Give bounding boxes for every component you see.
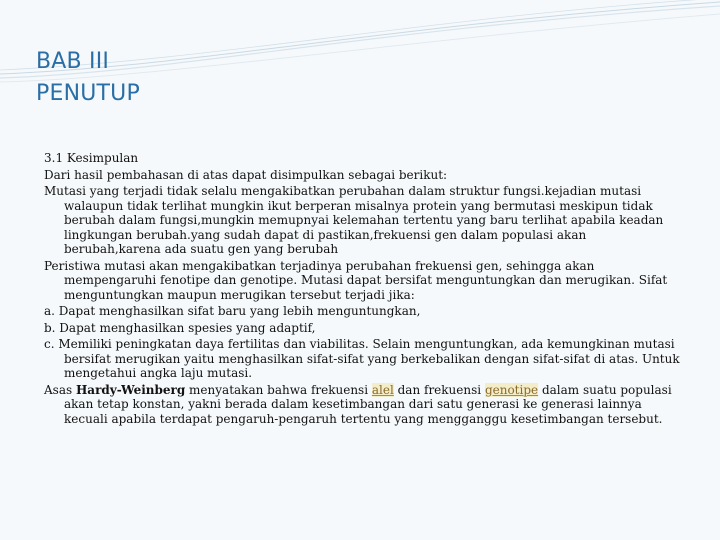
paragraph-peristiwa-mutasi: Peristiwa mutasi akan mengakibatkan terjadinya perubahan frekuensi gen, sehingga akan mempengaruhi fenotipe dan genotipe. Mutasi dapat bersifat menguntungkan dan merugikan. Sifat menguntungkan maupun merugikan tersebut terjadi jika: bbox=[44, 258, 668, 302]
link-alel[interactable]: alel bbox=[371, 382, 394, 397]
section-heading: 3.1 Kesimpulan bbox=[44, 151, 139, 165]
list-item-c: c. Memiliki peningkatan daya fertilitas dan viabilitas. Selain menguntungkan, ada kemungkinan mutasi bersifat merugikan yaitu menghasilkan sifat-sifat yang berkebalikan dengan sifat-sifat di atas. Untuk mengetahui angka laju mutasi. bbox=[44, 337, 680, 380]
paragraph-hardy-weinberg bbox=[44, 383, 680, 427]
text-segment: dalam suatu populasi akan tetap konstan, yakni berada dalam kesetimbangan dari satu generasi ke generasi lainnya kecuali apabila terdapat pengaruh-pengaruh tertentu yang mengganggu kesetimbangan tersebut. bbox=[64, 382, 672, 426]
list-item-b: b. Dapat menghasilkan spesies yang adaptif, bbox=[44, 320, 316, 335]
text-segment: menyatakan bahwa frekuensi bbox=[185, 382, 372, 397]
bold-term: Hardy-Weinberg bbox=[75, 382, 186, 397]
text-segment: dan frekuensi bbox=[393, 382, 485, 397]
link-genotipe[interactable]: genotipe bbox=[484, 382, 539, 397]
list-item-a: a. Dapat menghasilkan sifat baru yang lebih menguntungkan, bbox=[44, 304, 421, 318]
slide-title-line2: PENUTUP bbox=[36, 81, 140, 106]
text-segment: Asas bbox=[44, 382, 76, 397]
slide-body bbox=[44, 151, 680, 428]
paragraph-mutasi: Mutasi yang terjadi tidak selalu mengakibatkan perubahan dalam struktur fungsi.kejadian mutasi walaupun tidak terlihat mungkin ikut berperan misalnya protein yang bermutasi meskipun tidak berubah dalam fungsi,mungkin memupnyai kelemahan tertentu yang baru terlihat apabila keadan lingkungan berubah.yang sudah dapat di pastikan,frekuensi gen dalam populasi akan berubah,karena ada suatu gen yang berubah bbox=[44, 184, 664, 256]
slide-title bbox=[36, 46, 140, 110]
intro-paragraph: Dari hasil pembahasan di atas dapat disimpulkan sebagai berikut: bbox=[44, 167, 448, 182]
slide-title-line1: BAB III bbox=[36, 49, 110, 74]
